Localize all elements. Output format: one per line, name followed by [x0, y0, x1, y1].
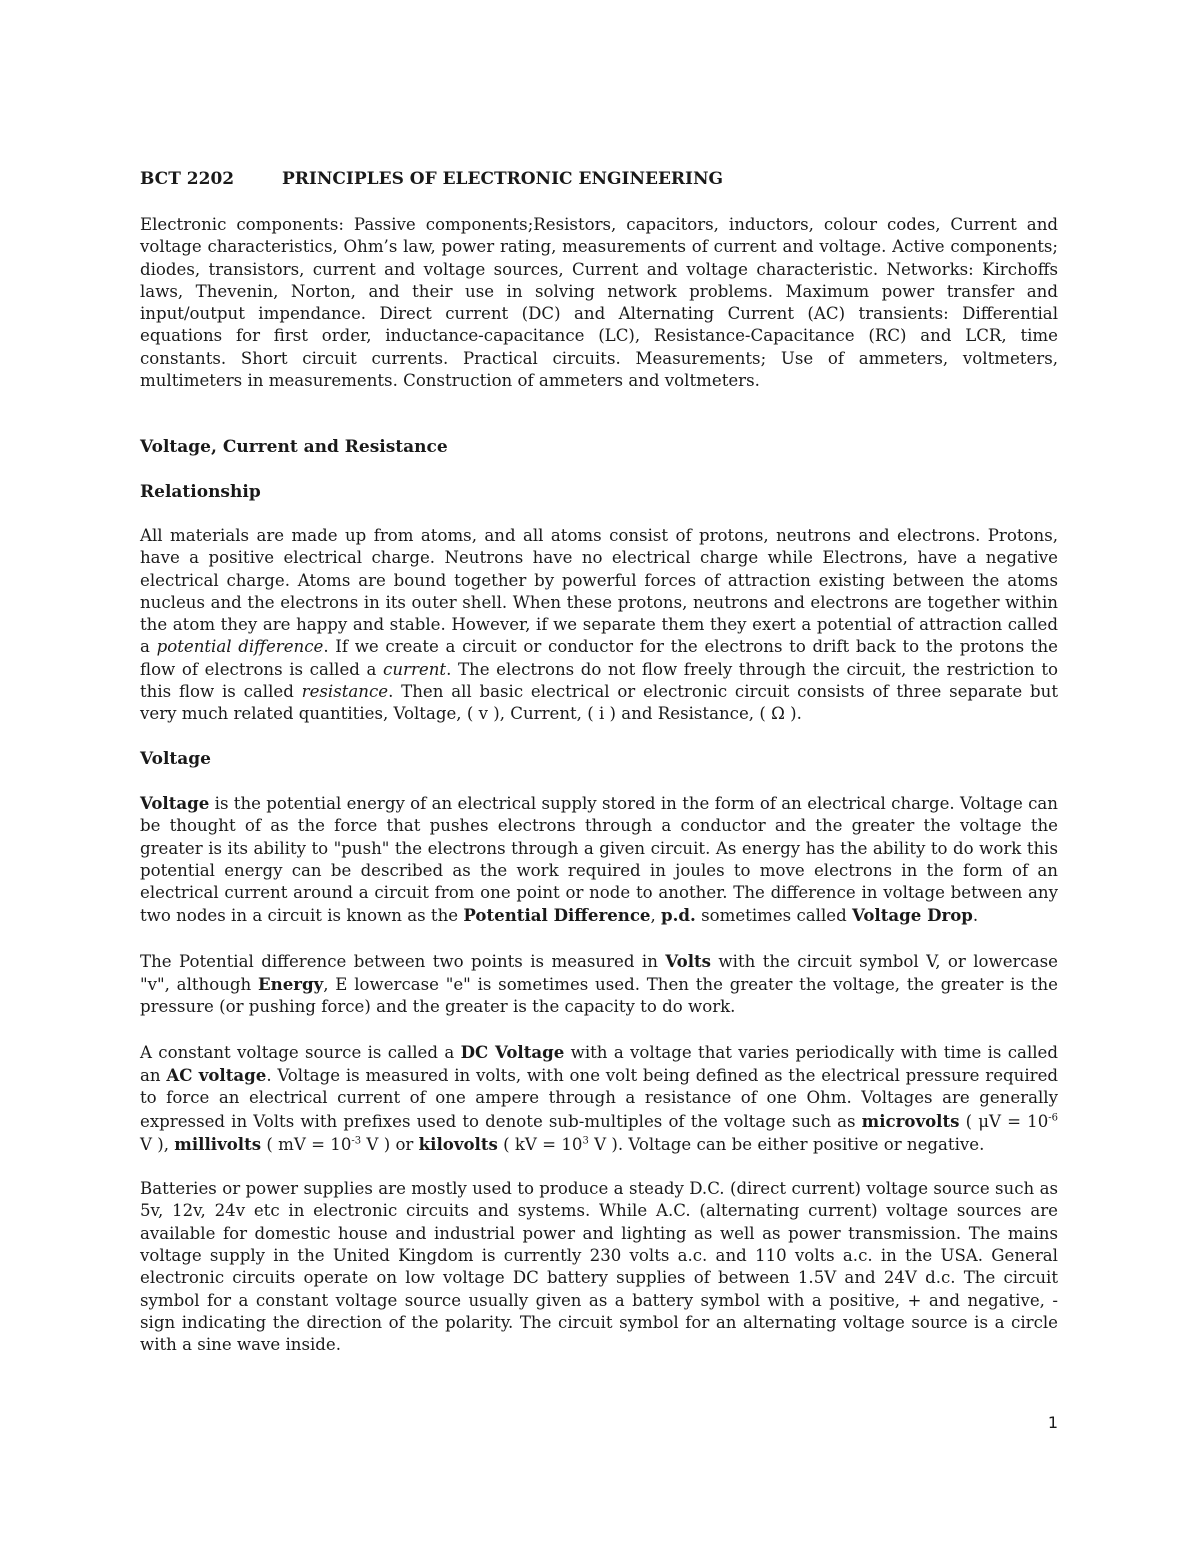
- course-header: [140, 168, 1058, 192]
- voltage-paragraph-4: Batteries or power supplies are mostly used to produce a steady D.C. (direct current) voltage source such as 5v, 12v, 24v etc in electronic circuits and systems. While A.C. (alternating current) voltage sources are available for domestic house and industrial power and lighting as well as power transmission. The mains voltage supply in the United Kingdom is currently 230 volts a.c. and 110 volts a.c. in the USA. General electronic circuits operate on low voltage DC battery supplies of between 1.5V and 24V d.c. The circuit symbol for a constant voltage source usually given as a battery symbol with a positive, + and negative, - sign indicating the direction of the polarity. The circuit symbol for an alternating voltage source is a circle with a sine wave inside.: [140, 1179, 1058, 1355]
- bold-term: Potential Difference: [463, 905, 651, 926]
- voltage-paragraph-3: [140, 1041, 1058, 1156]
- relationship-heading: Relationship: [140, 481, 261, 502]
- text-run: , E lowercase "e" is sometimes used. Then the greater the voltage, the greater is the pressure (or pushing force) and the greater is the capacity to do work.: [140, 975, 1058, 1017]
- bold-term: DC Voltage: [460, 1041, 565, 1062]
- text-run: V ) or: [361, 1134, 419, 1154]
- bold-term: microvolts: [861, 1110, 960, 1131]
- superscript: -6: [1048, 1111, 1058, 1123]
- emphasis-potential-difference: potential difference: [156, 637, 324, 657]
- section-title: Voltage, Current and Resistance: [140, 437, 448, 458]
- course-code: BCT 2202: [140, 169, 235, 189]
- page-content: [140, 168, 1058, 1356]
- text-run: ( mV = 10: [261, 1134, 352, 1154]
- relationship-paragraph: [140, 525, 1058, 726]
- text-run: .: [972, 906, 979, 926]
- text-run: . If we create a circuit or conductor for the electrons to drift back to the protons the flow of electrons is called a: [140, 637, 1058, 679]
- syllabus-paragraph: Electronic components: Passive components;Resistors, capacitors, inductors, colour codes, Current and voltage characteristics, Ohm’s law, power rating, measurements of current and voltage. Active components; diodes, transistors, current and voltage sources, Current and voltage characteristic. Networks: Kirchoffs laws, Thevenin, Norton, and their use in solving network problems. Maximum power transfer and input/output impendance. Direct current (DC) and Alternating Current (AC) transients: Differential equations for first order, inductance-capacitance (LC), Resistance-Capacitance (RC) and LCR, time constants. Short circuit currents. Practical circuits. Measurements; Use of ammeters, voltmeters, multimeters in measurements. Construction of ammeters and voltmeters.: [140, 215, 1058, 391]
- text-run: All materials are made up from atoms, and all atoms consist of protons, neutrons and electrons. Protons, have a positive electrical charge. Neutrons have no electrical charge while Electrons, have a negative electrical charge. Atoms are bound together by powerful forces of attraction existing between the atoms nucleus and the electrons in its outer shell. When these protons, neutrons and electrons are together within the atom they are happy and stable. However, if we separate them they exert a potential of attraction called a: [140, 525, 1058, 657]
- page-number: 1: [1047, 1413, 1058, 1432]
- text-run: with a voltage that varies periodically with time is called an: [140, 1042, 1058, 1085]
- voltage-paragraph-2: [140, 950, 1058, 1019]
- voltage-paragraph-1: [140, 792, 1058, 928]
- emphasis-current: current: [383, 659, 447, 679]
- text-run: . Voltage is measured in volts, with one volt being defined as the electrical pressure required to force an electrical current of one ampere through a resistance of one Ohm. Voltages are generally expressed in Volts with prefixes used to denote sub-multiples of the voltage such as: [140, 1065, 1059, 1131]
- superscript: -3: [351, 1135, 362, 1147]
- text-run: The Potential difference between two points is measured in: [140, 951, 666, 971]
- text-run: with the circuit symbol V, or lowercase "v", although: [140, 951, 1058, 995]
- bold-term: millivolts: [174, 1133, 262, 1154]
- emphasis-resistance: resistance: [301, 682, 389, 702]
- bold-term: Energy: [258, 974, 324, 995]
- bold-term: Volts: [665, 950, 712, 971]
- superscript: 3: [582, 1135, 589, 1147]
- text-run: . Then all basic electrical or electronic circuit consists of three separate but very much related quantities, Voltage, ( v ), Current, ( i ) and Resistance, ( Ω ).: [140, 682, 1059, 724]
- text-run: ( μV = 10: [959, 1111, 1049, 1131]
- bold-term: Voltage Drop: [852, 905, 973, 926]
- text-run: V ). Voltage can be either positive or negative.: [588, 1134, 985, 1154]
- bold-term: Voltage: [140, 792, 210, 813]
- text-run: sometimes called: [695, 906, 852, 926]
- text-run: ,: [650, 906, 662, 926]
- course-title: PRINCIPLES OF ELECTRONIC ENGINEERING: [282, 169, 724, 189]
- text-run: A constant voltage source is called a: [140, 1042, 461, 1062]
- text-run: is the potential energy of an electrical supply stored in the form of an electrical charge. Voltage can be thought of as the force that pushes electrons through a conductor and the greater the voltage the greater is its ability to "push" the electrons through a given circuit. As energy has the ability to do work this potential energy can be described as the work required in joules to move electrons in the form of an electrical current around a circuit from one point or node to another. The difference in voltage between any two nodes in a circuit is known as the: [140, 793, 1058, 926]
- text-run: V ),: [140, 1134, 175, 1154]
- text-run: ( kV = 10: [497, 1134, 583, 1154]
- bold-term: kilovolts: [418, 1133, 498, 1154]
- text-run: . The electrons do not flow freely through the circuit, the restriction to this flow is called: [140, 659, 1058, 702]
- bold-term: AC voltage: [166, 1064, 267, 1085]
- voltage-heading: Voltage: [140, 748, 211, 769]
- bold-term: p.d.: [661, 905, 696, 926]
